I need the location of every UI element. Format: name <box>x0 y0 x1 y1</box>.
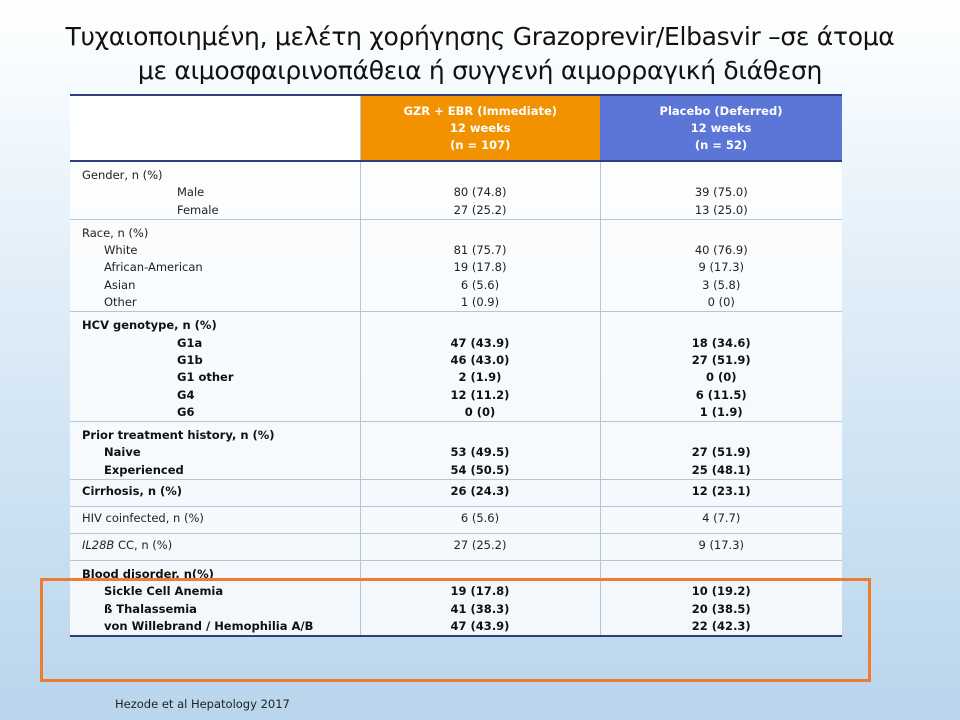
row-label-hcv-genotype: HCV genotype, n (%) G1a G1b G1 other G4 G6 <box>70 312 360 422</box>
cell-il28b-arm-a: 27 (25.2) <box>360 534 600 561</box>
row-label-hiv: HIV coinfected, n (%) <box>70 507 360 534</box>
table-row-gender <box>70 161 842 219</box>
cell-race-arm-b: 40 (76.9) 9 (17.3) 3 (5.8) 0 (0) <box>600 219 842 311</box>
cell-hiv-arm-a: 6 (5.6) <box>360 507 600 534</box>
row-label-gender: Gender, n (%) Male Female <box>70 161 360 219</box>
table-row-hiv <box>70 507 842 534</box>
header-gzr-ebr-immediate: GZR + EBR (Immediate) 12 weeks (n = 107) <box>360 95 600 161</box>
table-row-cirrhosis <box>70 480 842 507</box>
table-row-hcv-genotype <box>70 312 842 422</box>
table-header-row <box>70 95 842 161</box>
row-label-race: Race, n (%) White African-American Asian Other <box>70 219 360 311</box>
cell-genotype-arm-b: 18 (34.6) 27 (51.9) 0 (0) 6 (11.5) 1 (1.9) <box>600 312 842 422</box>
table-row-race <box>70 219 842 311</box>
table-row-il28b <box>70 534 842 561</box>
baseline-characteristics-table <box>70 94 842 637</box>
cell-cirrhosis-arm-b: 12 (23.1) <box>600 480 842 507</box>
row-label-cirrhosis: Cirrhosis, n (%) <box>70 480 360 507</box>
row-label-blood-disorder: Blood disorder, n(%) Sickle Cell Anemia ß Thalassemia von Willebrand / Hemophilia A/B <box>70 561 360 637</box>
header-empty-cell <box>70 95 360 161</box>
cell-gender-arm-a: 80 (74.8) 27 (25.2) <box>360 161 600 219</box>
cell-prior-treatment-arm-b: 27 (51.9) 25 (48.1) <box>600 422 842 480</box>
slide-title <box>0 20 960 88</box>
slide-title-line-1: Τυχαιοποιημένη, μελέτη χορήγησης Grazoprevir/Elbasvir –σε άτομα <box>65 22 895 51</box>
cell-gender-arm-b: 39 (75.0) 13 (25.0) <box>600 161 842 219</box>
row-label-il28b: IL28B CC, n (%) <box>70 534 360 561</box>
header-placebo-deferred: Placebo (Deferred) 12 weeks (n = 52) <box>600 95 842 161</box>
cell-il28b-arm-b: 9 (17.3) <box>600 534 842 561</box>
slide-title-line-2: με αιμοσφαιρινοπάθεια ή συγγενή αιμορραγική διάθεση <box>137 56 823 85</box>
row-label-prior-treatment: Prior treatment history, n (%) Naive Experienced <box>70 422 360 480</box>
table-row-prior-treatment <box>70 422 842 480</box>
cell-hiv-arm-b: 4 (7.7) <box>600 507 842 534</box>
citation: Hezode et al Hepatology 2017 <box>115 697 290 711</box>
blood-disorder-highlight-box <box>40 578 871 682</box>
cell-blood-disorder-arm-a: 19 (17.8) 41 (38.3) 47 (43.9) <box>360 561 600 637</box>
cell-genotype-arm-a: 47 (43.9) 46 (43.0) 2 (1.9) 12 (11.2) 0 (0) <box>360 312 600 422</box>
cell-cirrhosis-arm-a: 26 (24.3) <box>360 480 600 507</box>
cell-race-arm-a: 81 (75.7) 19 (17.8) 6 (5.6) 1 (0.9) <box>360 219 600 311</box>
cell-blood-disorder-arm-b: 10 (19.2) 20 (38.5) 22 (42.3) <box>600 561 842 637</box>
cell-prior-treatment-arm-a: 53 (49.5) 54 (50.5) <box>360 422 600 480</box>
